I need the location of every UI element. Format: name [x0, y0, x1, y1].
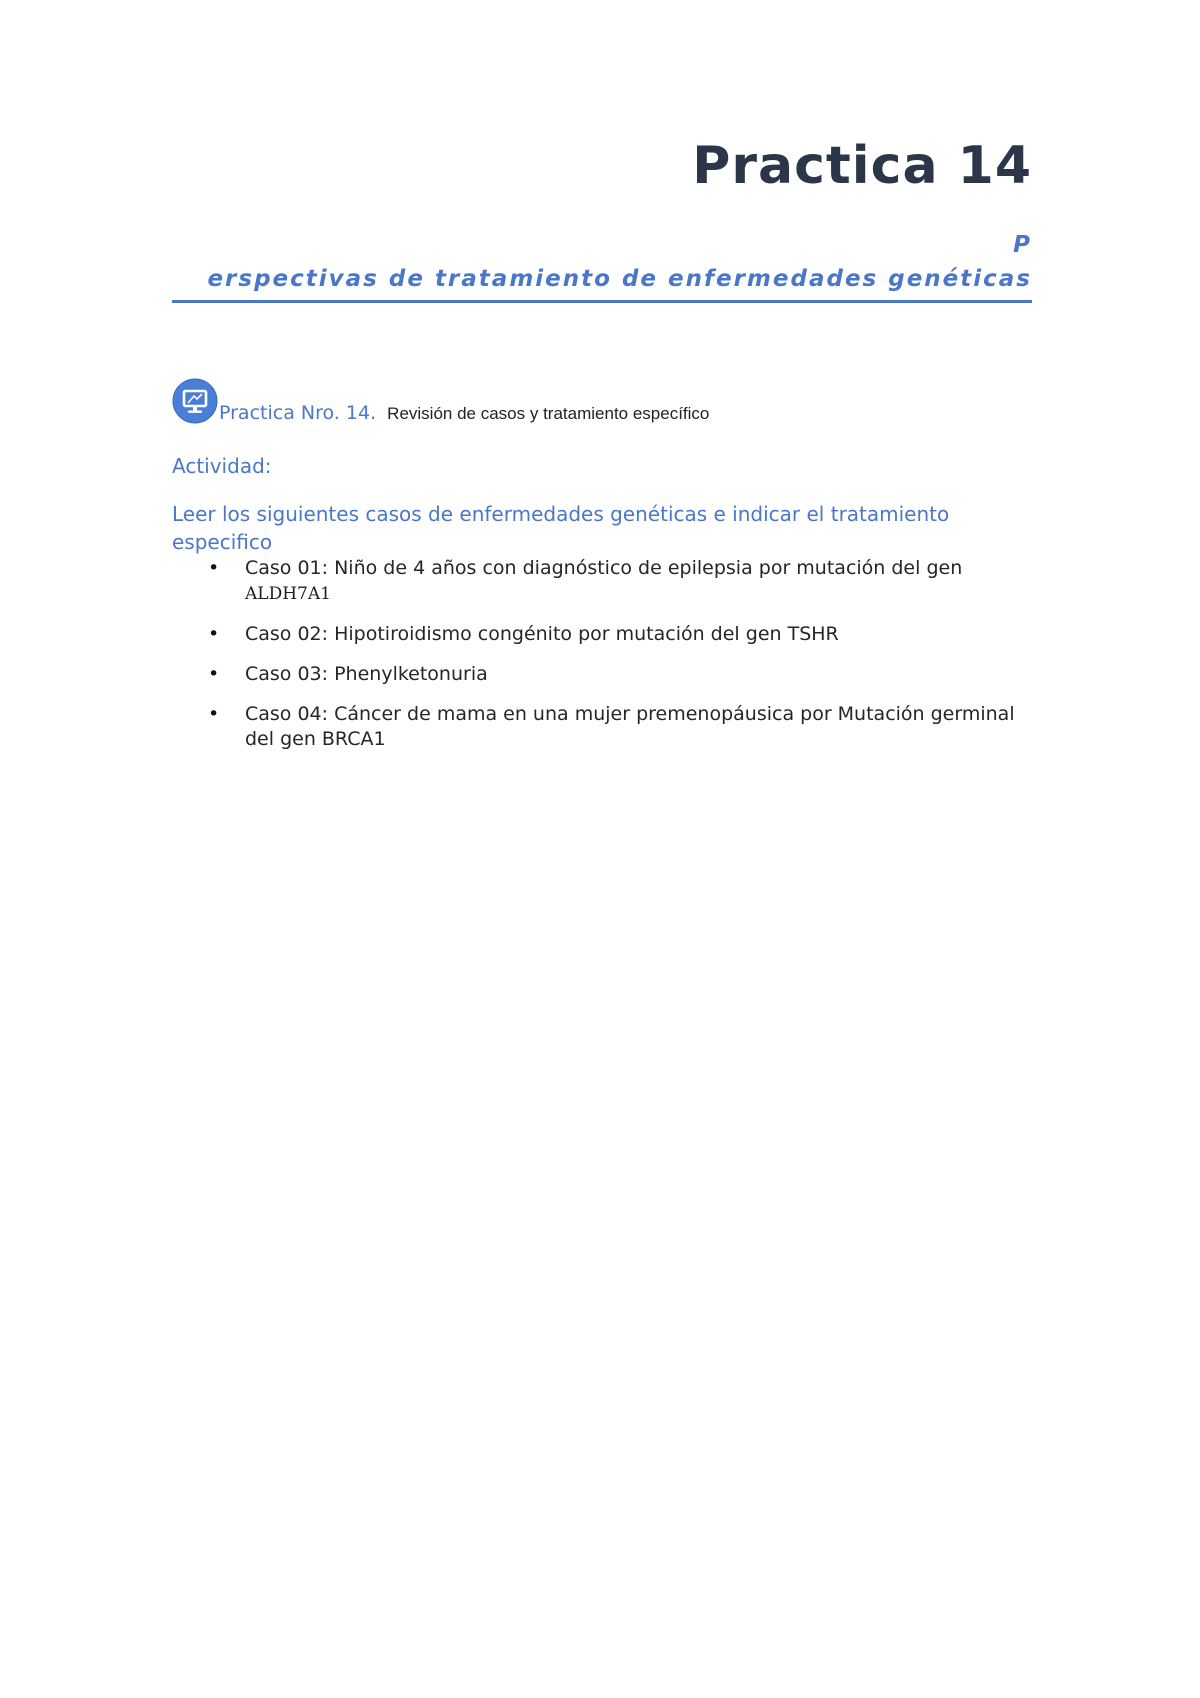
list-item	[172, 622, 1032, 647]
subtitle-line-1: P	[1013, 232, 1032, 258]
case-text: Caso 02: Hipotiroidismo congénito por mutación del gen TSHR	[245, 623, 839, 645]
page-title: Practica 14	[692, 136, 1032, 196]
practica-description: Revisión de casos y tratamiento específico	[387, 404, 710, 423]
instruction-text: Leer los siguientes casos de enfermedades genéticas e indicar el tratamiento especifico	[172, 502, 950, 554]
page-subtitle	[172, 228, 1032, 296]
monitor-icon	[172, 378, 218, 424]
bullet-icon: •	[208, 557, 220, 579]
list-item	[172, 556, 1032, 607]
case-text: Caso 03: Phenylketonuria	[245, 663, 488, 685]
practica-header	[172, 378, 1032, 428]
subtitle-line-2: erspectivas de tratamiento de enfermedades genéticas	[207, 266, 1032, 292]
bullet-icon: •	[208, 663, 220, 685]
case-gene: ALDH7A1	[245, 584, 331, 604]
list-item	[172, 702, 1032, 752]
case-text: Caso 04: Cáncer de mama en una mujer premenopáusica por Mutación germinal del gen BRCA1	[245, 703, 1015, 750]
list-item	[172, 662, 1032, 687]
bullet-icon: •	[208, 703, 220, 725]
bullet-icon: •	[208, 623, 220, 645]
cases-list	[172, 556, 1032, 767]
practica-label: Practica Nro. 14.	[219, 402, 377, 424]
practica-line	[219, 404, 709, 423]
actividad-heading: Actividad:	[172, 454, 272, 478]
title-divider	[172, 300, 1032, 303]
case-text: Caso 01: Niño de 4 años con diagnóstico de epilepsia por mutación del gen	[245, 557, 963, 579]
